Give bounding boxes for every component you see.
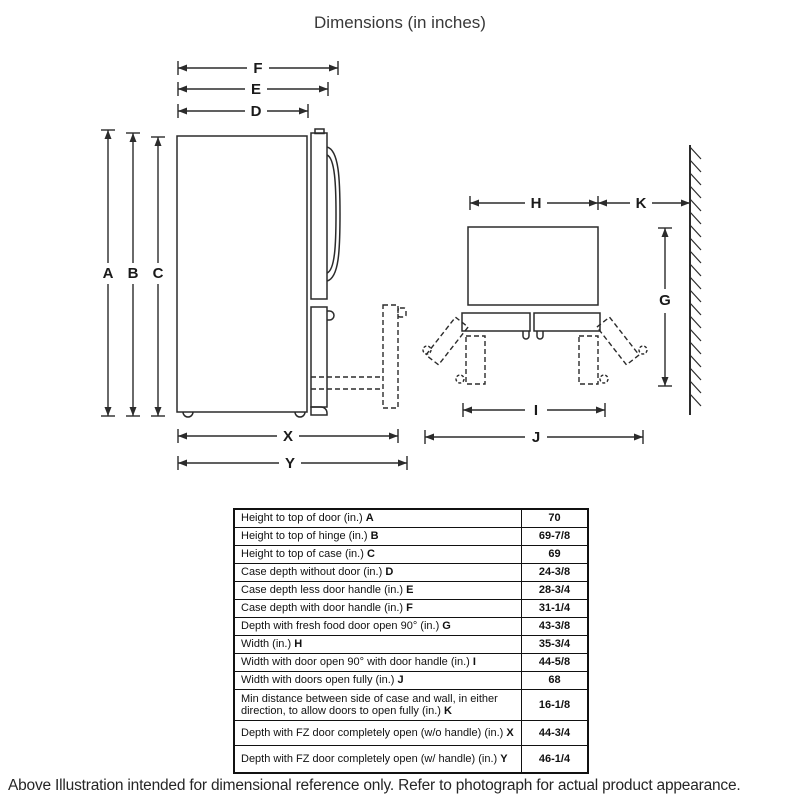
dim-value-cell: 46-1/4: [522, 746, 589, 774]
right-door-open-full: [597, 317, 639, 365]
open-freezer-door: [383, 305, 398, 408]
table-row: [234, 546, 588, 564]
left-door-top: [462, 313, 530, 331]
dim-label-c: C: [152, 265, 164, 282]
table-row: [234, 600, 588, 618]
table-row: [234, 672, 588, 690]
left-90-handle: [456, 375, 464, 383]
table-row: [234, 564, 588, 582]
dim-label-e: E: [250, 81, 262, 98]
right-90-handle: [600, 375, 608, 383]
dim-value-cell: 35-3/4: [522, 636, 589, 654]
dim-label-cell: Height to top of hinge (in.) B: [234, 528, 522, 546]
dim-label-f: F: [253, 60, 263, 77]
dim-value-cell: 69: [522, 546, 589, 564]
dim-label-b: B: [127, 265, 139, 282]
open-freezer-handle: [398, 308, 406, 317]
dim-label-k: K: [635, 195, 647, 212]
fridge-side-view: [177, 129, 340, 417]
dim-value-cell: 31-1/4: [522, 600, 589, 618]
table-row: [234, 654, 588, 672]
footer-disclaimer: Above Illustration intended for dimensional reference only. Refer to photograph for actual product appearance.: [8, 777, 741, 794]
table-row: [234, 746, 588, 774]
dim-label-g: G: [659, 292, 671, 309]
case-side: [177, 136, 307, 412]
dim-label-h: H: [530, 195, 542, 212]
dim-label-x: X: [282, 428, 294, 445]
right-door-handle-top: [537, 331, 543, 339]
dim-label-cell: Width with doors open fully (in.) J: [234, 672, 522, 690]
dim-label-cell: Depth with fresh food door open 90° (in.) G: [234, 618, 522, 636]
freezer-door-bottom: [311, 407, 327, 415]
doors-open-dashed: [423, 317, 647, 384]
freezer-handle: [327, 311, 334, 320]
dim-value-cell: 24-3/8: [522, 564, 589, 582]
wall-hatching: [690, 145, 701, 415]
dim-label-cell: Depth with FZ door completely open (w/ handle) (in.) Y: [234, 746, 522, 774]
door-hinge-cap: [315, 129, 324, 134]
dim-label-j: J: [531, 429, 541, 446]
right-door-top: [534, 313, 600, 331]
freezer-door-open-dashed: [311, 305, 406, 408]
left-door-open-90: [466, 336, 485, 384]
right-full-handle: [639, 346, 647, 354]
table-row: [234, 721, 588, 746]
dim-value-cell: 43-3/8: [522, 618, 589, 636]
dim-label-cell: Width with door open 90° with door handle (in.) I: [234, 654, 522, 672]
dim-label-cell: Case depth with door handle (in.) F: [234, 600, 522, 618]
table-row: [234, 690, 588, 721]
dim-label-cell: Height to top of door (in.) A: [234, 509, 522, 528]
dim-label-cell: Case depth less door handle (in.) E: [234, 582, 522, 600]
table-row: [234, 618, 588, 636]
dim-label-cell: Width (in.) H: [234, 636, 522, 654]
dim-value-cell: 16-1/8: [522, 690, 589, 721]
table-row: [234, 636, 588, 654]
dim-label-y: Y: [284, 455, 296, 472]
fridge-top-view: [462, 227, 600, 339]
dim-label-i: I: [533, 402, 539, 419]
dim-label-cell: Depth with FZ door completely open (w/o handle) (in.) X: [234, 721, 522, 746]
dim-label-cell: Case depth without door (in.) D: [234, 564, 522, 582]
dim-value-cell: 68: [522, 672, 589, 690]
freezer-door-side: [311, 307, 327, 407]
dim-label-d: D: [250, 103, 262, 120]
table-row: [234, 582, 588, 600]
dimensions-table-wrap: [233, 508, 589, 774]
door-handle-inner: [327, 155, 336, 273]
dim-value-cell: 69-7/8: [522, 528, 589, 546]
dim-value-cell: 70: [522, 509, 589, 528]
dim-label-cell: Height to top of case (in.) C: [234, 546, 522, 564]
dim-value-cell: 28-3/4: [522, 582, 589, 600]
right-door-open-90: [579, 336, 598, 384]
table-row: [234, 509, 588, 528]
page-title: Dimensions (in inches): [314, 13, 486, 32]
dim-label-a: A: [102, 265, 114, 282]
left-door-handle-top: [523, 331, 529, 339]
dim-value-cell: 44-3/4: [522, 721, 589, 746]
table-row: [234, 528, 588, 546]
fresh-food-door-side: [311, 133, 327, 299]
dimensions-table: [233, 508, 589, 774]
dim-value-cell: 44-5/8: [522, 654, 589, 672]
case-top: [468, 227, 598, 305]
dim-label-cell: Min distance between side of case and wall, in either direction, to allow doors to open fully (in.) K: [234, 690, 522, 721]
